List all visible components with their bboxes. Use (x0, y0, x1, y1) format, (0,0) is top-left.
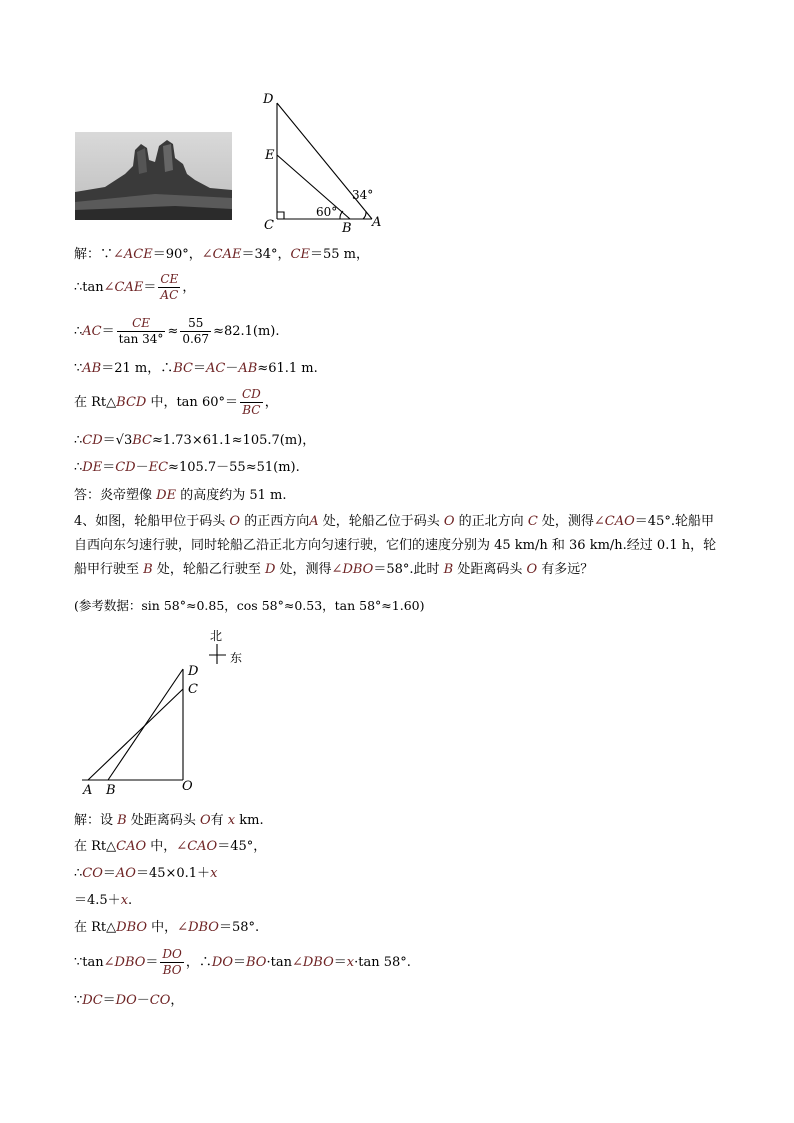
label-d: D (263, 92, 274, 107)
solution2-line5: 在 Rt△DBO 中，∠DBO＝58°. (74, 920, 260, 935)
solution1-line7: ∴DE＝CD－EC≈105.7－55≈51(m). (74, 460, 300, 475)
solution1-line4: ∵AB＝21 m，∴BC＝AC－AB≈61.1 m. (74, 361, 318, 376)
ship-diagram (78, 626, 258, 798)
problem4-reference: (参考数据：sin 58°≈0.85，cos 58°≈0.53，tan 58°≈1.60) (74, 598, 425, 613)
fraction: $\frac{CD}{BC}$ (241, 387, 261, 417)
fraction: $\frac{CE}{AC}$ (160, 272, 179, 302)
solution2-line3: ∴CO＝AO＝45×0.1＋x (74, 866, 218, 881)
solution1-line1: 解：∵∠ACE＝90°，∠CAE＝34°，CE＝55 m， (74, 247, 369, 262)
label-a: A (83, 783, 93, 798)
statue-photo (75, 132, 232, 220)
label-angle-60: 60° (316, 205, 338, 219)
right-angle-mark (277, 212, 284, 219)
solution1-line6: ∴CD＝√3BC≈1.73×61.1≈105.7(m)， (74, 433, 316, 448)
problem4-text: 4、如图，轮船甲位于码头 O 的正西方向A 处，轮船乙位于码头 O 的正北方向 C 处，测得∠CAO＝45°.轮船甲自西向东匀速行驶，同时轮船乙沿正北方向匀速行驶，它们的速度分别为 45 km/h 和 36 km/h.经过 0.1 h，轮船甲行驶至 B 处，轮船乙行驶至 D 处，测得∠DBO＝58°.此时 B 处距离码头 O 有多远？ (74, 514, 717, 577)
solution1-line5: 在 Rt△BCD 中，tan 60°＝ $\frac{CD}{BC}$ ， (74, 387, 278, 417)
solution1-line2: ∴tan∠CAE＝ $\frac{CE}{AC}$ ， (74, 272, 196, 302)
label-d: D (188, 664, 199, 679)
label-a: A (372, 215, 382, 230)
compass-east-label: 东 (230, 651, 243, 665)
fraction: $\frac{CE}{\tan 34^\circ}$ (118, 316, 164, 346)
label-c: C (264, 218, 274, 233)
label-o: O (182, 779, 193, 794)
segment-eb (277, 155, 350, 219)
solution2-line2: 在 Rt△CAO 中，∠CAO＝45°， (74, 839, 267, 854)
solution1-answer: 答：炎帝塑像 DE 的高度约为 51 m. (74, 488, 287, 503)
fraction: $\frac{DO}{BO}$ (162, 947, 182, 977)
triangle-diagram (255, 92, 395, 237)
compass-north-label: 北 (210, 629, 223, 643)
label-angle-34: 34° (352, 188, 374, 202)
label-b: B (106, 783, 116, 798)
angle-60-arc (340, 211, 343, 219)
solution1-line3: ∴AC＝ $\frac{CE}{\tan 34^\circ}$ ≈ $\frac{55}{0.67}$ ≈82.1(m). (74, 316, 280, 346)
segment-bd (108, 669, 183, 780)
fraction: $\frac{55}{0.67}$ (182, 316, 210, 346)
angle-34-arc (363, 212, 366, 219)
label-c: C (188, 682, 198, 697)
solution2-line7: ∵DC＝DO－CO， (74, 993, 184, 1008)
label-e: E (265, 148, 275, 163)
segment-ac (88, 689, 183, 780)
label-b: B (342, 221, 352, 236)
solution2-line6: ∵tan∠DBO＝ $\frac{DO}{BO}$ ，∴DO＝BO·tan∠DBO＝x·tan 58°. (74, 947, 411, 977)
solution2-line4: ＝4.5＋x. (74, 893, 133, 908)
solution2-line1: 解：设 B 处距离码头 O有 x km. (74, 813, 264, 828)
